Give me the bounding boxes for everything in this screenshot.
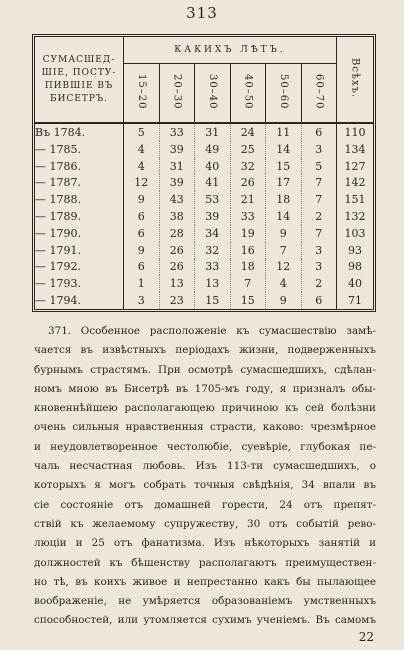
total-cell: 71 <box>337 292 374 309</box>
value-cell: 28 <box>159 225 195 242</box>
value-cell: 26 <box>159 259 195 276</box>
total-cell: 134 <box>337 141 374 158</box>
age-header: 30–40 <box>195 64 231 124</box>
value-cell: 19 <box>230 225 266 242</box>
text-line: очень сильныя нравственныя страсти, каково: чрезмѣрное <box>34 421 376 434</box>
value-cell: 21 <box>230 191 266 208</box>
value-cell: 39 <box>195 208 231 225</box>
value-cell: 6 <box>301 123 337 141</box>
value-cell: 23 <box>159 292 195 309</box>
year-cell: — 1786. <box>35 158 124 175</box>
value-cell: 12 <box>134 176 149 190</box>
table-row <box>35 208 373 225</box>
value-cell: 41 <box>195 174 231 191</box>
text-line: чаль несчастная любовь. Изъ 113-ти сумасшедшихъ, о <box>34 460 376 473</box>
total-cell: 142 <box>337 174 374 191</box>
total-cell: 127 <box>337 158 374 175</box>
year-cell: — 1791. <box>35 242 124 259</box>
text-line: и неудовлетворенное честолюбіе, суевѣріе, глубокая пе- <box>34 440 376 453</box>
year-cell: — 1790. <box>35 225 124 242</box>
value-cell: 25 <box>230 141 266 158</box>
value-cell: 6 <box>137 210 145 224</box>
value-cell: 12 <box>266 259 302 276</box>
value-cell: 43 <box>159 191 195 208</box>
table-row <box>35 123 373 141</box>
text-line: кновеннѣйшею располагающею причиною къ сей болѣзни <box>34 402 376 415</box>
value-cell: 4 <box>137 142 145 156</box>
left-header <box>35 37 124 123</box>
value-cell: 7 <box>266 242 302 259</box>
value-cell: 39 <box>159 174 195 191</box>
value-cell: 4 <box>266 275 302 292</box>
value-cell: 6 <box>137 260 145 274</box>
value-cell: 32 <box>230 158 266 175</box>
value-cell: 13 <box>159 275 195 292</box>
text-line: номъ мною въ Бисетрѣ въ 1705-мъ году, я призналъ обы- <box>34 382 376 395</box>
value-cell: 53 <box>195 191 231 208</box>
table-body <box>35 123 373 309</box>
value-cell: 33 <box>230 208 266 225</box>
text-line: ствій къ желаемому супружеству, 30 отъ событій рево- <box>34 517 376 530</box>
value-cell: 33 <box>195 259 231 276</box>
text-line: которыхъ я могъ собрать точныя свѣдѣнія, 34 впали въ <box>34 479 376 492</box>
table-row <box>35 259 373 276</box>
year-cell: — 1785. <box>35 141 124 158</box>
value-cell: 18 <box>230 259 266 276</box>
admissions-table <box>35 37 373 309</box>
value-cell: 26 <box>159 242 195 259</box>
text-line: но тѣ, въ коихъ живое и непрестанно какъ бы пылающее <box>34 575 376 588</box>
table-row <box>35 158 373 175</box>
value-cell: 3 <box>137 294 145 308</box>
value-cell: 33 <box>159 123 195 141</box>
year-cell: — 1789. <box>35 208 124 225</box>
value-cell: 31 <box>195 123 231 141</box>
year-cell: — 1793. <box>35 275 124 292</box>
age-header: 20–30 <box>159 64 195 124</box>
text-line: должностей къ бѣшенству располагаютъ преимуществен- <box>34 556 376 569</box>
age-group-header: КАКИХЪ ЛѢТЪ. <box>124 37 337 64</box>
total-cell: 132 <box>337 208 374 225</box>
text-line: 371. Особенное расположеніе къ сумасшествію замѣ- <box>48 325 376 337</box>
value-cell: 31 <box>159 158 195 175</box>
total-cell: 151 <box>337 191 374 208</box>
text-line: сіе состояніе отъ домашней горести, 24 отъ препят- <box>34 498 376 511</box>
value-cell: 40 <box>195 158 231 175</box>
body-text <box>34 322 376 631</box>
page-number: 313 <box>186 4 218 22</box>
text-line: воображеніе, не умѣряется образованіемъ умственныхъ <box>34 595 376 608</box>
table-row <box>35 141 373 158</box>
year-cell: Въ 1784. <box>35 123 124 141</box>
value-cell: 18 <box>266 191 302 208</box>
value-cell: 9 <box>137 243 145 257</box>
value-cell: 7 <box>301 174 337 191</box>
value-cell: 9 <box>266 292 302 309</box>
value-cell: 7 <box>301 191 337 208</box>
table-row <box>35 275 373 292</box>
value-cell: 15 <box>266 158 302 175</box>
table-row <box>35 242 373 259</box>
value-cell: 49 <box>195 141 231 158</box>
text-line: люціи и 25 отъ фанатизма. Изъ нѣкоторыхъ занятій и <box>34 537 376 550</box>
value-cell: 13 <box>195 275 231 292</box>
value-cell: 9 <box>266 225 302 242</box>
total-header <box>337 37 374 123</box>
value-cell: 16 <box>230 242 266 259</box>
age-header: 15–20 <box>124 64 160 124</box>
value-cell: 15 <box>230 292 266 309</box>
text-line: чается въ извѣстныхъ періодахъ жизни, подверженныхъ <box>34 344 376 357</box>
total-cell: 103 <box>337 225 374 242</box>
value-cell: 4 <box>137 159 145 173</box>
signature-mark: 22 <box>358 630 374 644</box>
value-cell: 1 <box>137 277 145 291</box>
value-cell: 3 <box>301 259 337 276</box>
value-cell: 26 <box>230 174 266 191</box>
value-cell: 15 <box>195 292 231 309</box>
value-cell: 38 <box>159 208 195 225</box>
age-header: 40–50 <box>230 64 266 124</box>
value-cell: 11 <box>266 123 302 141</box>
table-row <box>35 174 373 191</box>
value-cell: 6 <box>301 292 337 309</box>
text-line: способностей, или утомляется сухимъ ученіемъ. Въ самомъ <box>34 614 376 627</box>
value-cell: 3 <box>301 141 337 158</box>
total-cell: 40 <box>337 275 374 292</box>
value-cell: 14 <box>266 141 302 158</box>
value-cell: 7 <box>230 275 266 292</box>
value-cell: 5 <box>137 125 145 139</box>
left-header-line: БИСЕТРЪ. <box>50 93 108 104</box>
value-cell: 9 <box>137 193 145 207</box>
left-header-line: СУМАСШЕД- <box>42 54 116 65</box>
total-cell: 93 <box>337 242 374 259</box>
value-cell: 2 <box>301 275 337 292</box>
age-header: 60–70 <box>301 64 337 124</box>
table-row <box>35 292 373 309</box>
value-cell: 6 <box>137 226 145 240</box>
year-cell: — 1788. <box>35 191 124 208</box>
table-row <box>35 225 373 242</box>
value-cell: 2 <box>301 208 337 225</box>
left-header-line: ШІЕ, ПОСТУ- <box>41 67 117 78</box>
total-header-label: Всѣхъ. <box>349 57 361 99</box>
value-cell: 17 <box>266 174 302 191</box>
year-cell: — 1787. <box>35 174 124 191</box>
year-cell: — 1792. <box>35 259 124 276</box>
total-cell: 98 <box>337 259 374 276</box>
value-cell: 14 <box>266 208 302 225</box>
age-header: 50–60 <box>266 64 302 124</box>
year-cell: — 1794. <box>35 292 124 309</box>
left-header-line: ПИВШІЕ ВЪ <box>44 80 114 91</box>
value-cell: 5 <box>301 158 337 175</box>
value-cell: 39 <box>159 141 195 158</box>
total-cell: 110 <box>337 123 374 141</box>
value-cell: 34 <box>195 225 231 242</box>
statistics-table <box>32 34 376 312</box>
value-cell: 24 <box>230 123 266 141</box>
value-cell: 32 <box>195 242 231 259</box>
text-line: бурнымъ страстямъ. При осмотрѣ сумасшедшихъ, сдѣлан- <box>34 363 376 376</box>
value-cell: 7 <box>301 225 337 242</box>
table-row <box>35 191 373 208</box>
value-cell: 3 <box>301 242 337 259</box>
